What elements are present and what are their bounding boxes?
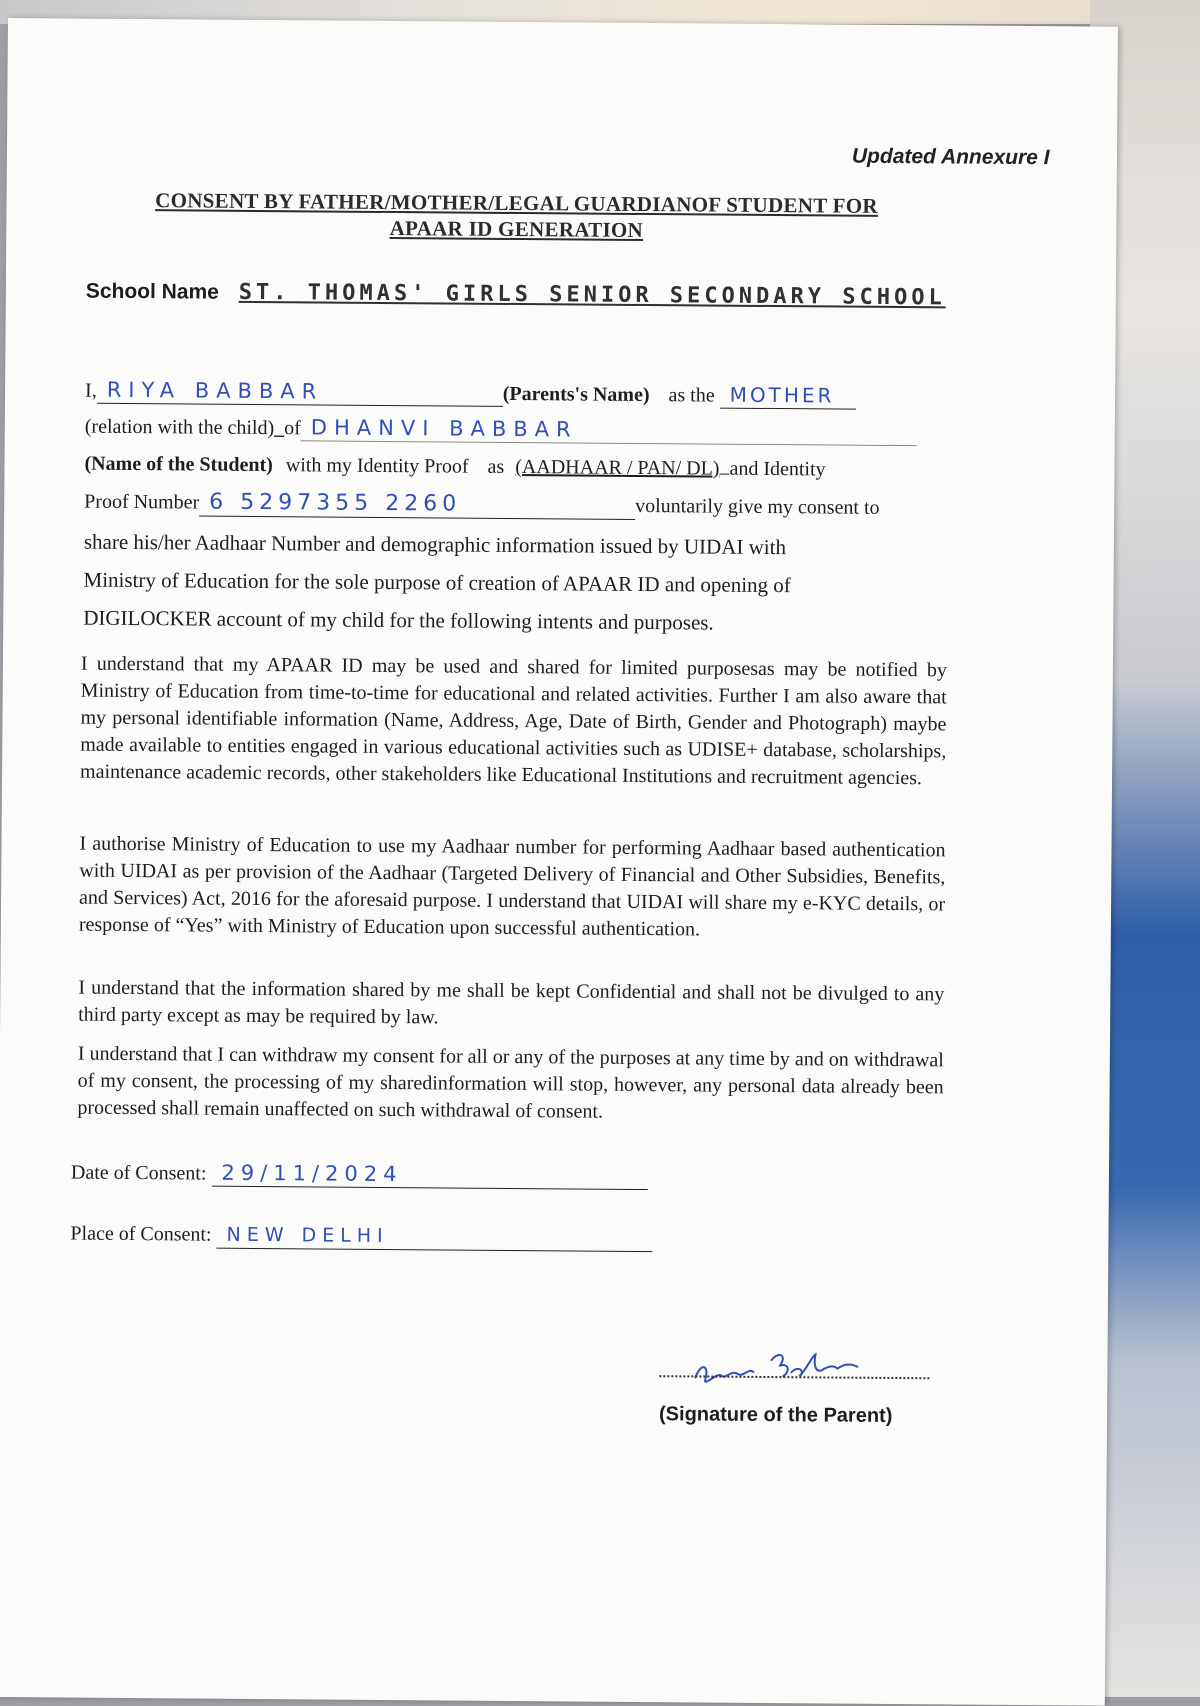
relation-field[interactable]: MOTHER bbox=[720, 382, 856, 410]
paragraph-confidentiality: I understand that the information shared by me shall be kept Confidential and shall not be divulged to any third party except as may be required by law. bbox=[78, 976, 945, 1029]
and-identity-text: and Identity bbox=[729, 457, 826, 481]
student-name-label: (Name of the Student) bbox=[84, 452, 273, 477]
form-line-7: DIGILOCKER account of my child for the following intents and purposes. bbox=[83, 605, 714, 635]
proof-number-field[interactable]: 6 5297355 2260 bbox=[199, 490, 635, 520]
voluntary-consent-text: voluntarily give my consent to bbox=[635, 494, 880, 519]
date-of-consent-field[interactable]: 29/11/2024 bbox=[211, 1160, 647, 1190]
student-name-field[interactable]: DHANVI BABBAR bbox=[301, 414, 917, 446]
parent-signature-mark bbox=[687, 1341, 867, 1392]
paragraph-apaar-usage: I understand that my APAAR ID may be used and shared for limited purposesas may be notified by Ministry of Education from time-to-time for educational and related activities. Further I am also aware that my personal identifiable information (Name, Address, Age, Date of Birth, Gender and Photograph) maybe made available to entities engaged in various educational activities such as UDISE+ database, scholarships, maintenance academic records, other stakeholders like Educational Institutions and recruitment agencies. bbox=[79, 652, 947, 790]
form-heading bbox=[106, 187, 926, 245]
school-name-value: ST. THOMAS' GIRLS SENIOR SECONDARY SCHOOL bbox=[238, 279, 946, 311]
form-line-1 bbox=[85, 377, 856, 410]
form-line-5: share his/her Aadhaar Number and demographic information issued by UIDAI with bbox=[83, 529, 787, 560]
date-of-consent-label: Date of Consent: bbox=[70, 1161, 207, 1185]
as-the-text: as the bbox=[668, 384, 715, 407]
identity-proof-text: with my Identity Proof bbox=[285, 454, 469, 478]
place-of-consent-field[interactable]: NEW DELHI bbox=[216, 1222, 652, 1252]
school-name-row bbox=[86, 279, 986, 311]
form-line-2: (relation with the child)_of DHANVI BABBAR bbox=[85, 413, 917, 447]
paragraph-withdrawal: I understand that I can withdraw my consent for all or any of the purposes at any time by and on withdrawal of my consent, the processing of my sharedinformation will stop, however, any personal data already been processed shall remain unaffected on such withdrawal of consent. bbox=[77, 1042, 944, 1123]
as-text: as bbox=[487, 455, 505, 478]
parent-name-label: (Parents's Name) bbox=[502, 382, 650, 407]
school-name-label: School Name bbox=[85, 279, 219, 304]
parent-name-field[interactable]: RIYA BABBAR bbox=[97, 377, 503, 407]
form-line-3 bbox=[84, 451, 825, 483]
consent-form-sheet bbox=[0, 18, 1118, 1706]
heading-line-2: APAAR ID GENERATION bbox=[389, 216, 644, 242]
place-of-consent-row bbox=[70, 1221, 652, 1253]
prefix-i: I, bbox=[84, 379, 97, 402]
signature-caption: (Signature of the Parent) bbox=[658, 1403, 893, 1427]
paragraph-aadhaar-authorisation: I authorise Ministry of Education to use my Aadhaar number for performing Aadhaar based authentication with UIDAI as per provision of the Aadhaar (Targeted Delivery of Financial and Other Subsidies, Benefits, and Services) Act, 2016 for the aforesaid purpose. I understand that UIDAI will share my e-KYC details, or response of “Yes” with Ministry of Education upon successful authentication. bbox=[78, 832, 946, 941]
relation-label: (relation with the child) bbox=[84, 415, 275, 440]
form-line-4 bbox=[84, 489, 880, 522]
id-type-options: (AADHAAR / PAN/ DL) bbox=[515, 455, 720, 480]
annexure-label: Updated Annexure I bbox=[851, 144, 1050, 170]
form-line-6: Ministry of Education for the sole purpose of creation of APAAR ID and opening of bbox=[83, 567, 791, 598]
of-text: of bbox=[284, 417, 301, 440]
proof-number-label: Proof Number bbox=[84, 490, 200, 514]
heading-line-1: CONSENT BY FATHER/MOTHER/LEGAL GUARDIANOF STUDENT FOR bbox=[155, 188, 879, 218]
place-of-consent-label: Place of Consent: bbox=[70, 1222, 212, 1246]
date-of-consent-row bbox=[71, 1159, 648, 1191]
